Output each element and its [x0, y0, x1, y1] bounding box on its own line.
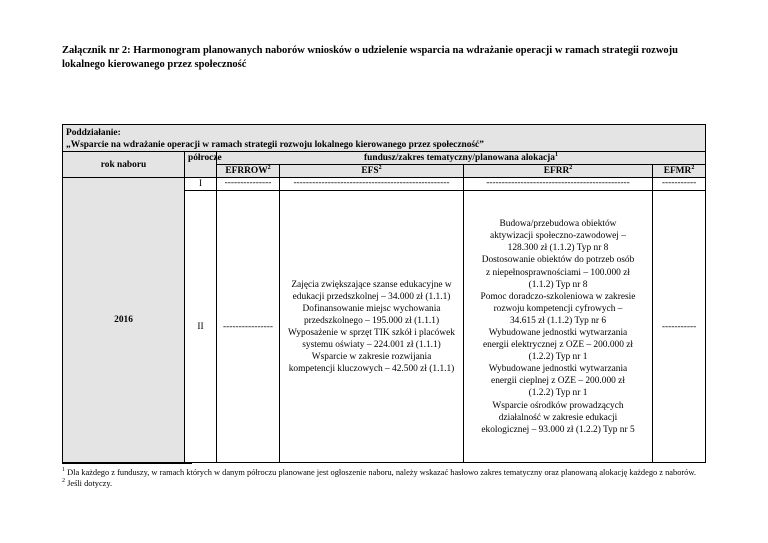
- efs-list: [283, 279, 460, 376]
- cell-line: z niepełnosprawnościami – 100.000 zł: [486, 267, 630, 278]
- cell-line: Pomoc doradczo-szkoleniowa w zakresie: [480, 291, 636, 302]
- cell-line: ekologicznej – 93.000 zł (1.2.2) Typ nr 5: [481, 424, 635, 435]
- document-title: Załącznik nr 2: Harmonogram planowanych naborów wniosków o udzielenie wsparcia na wdrażanie operacji w ramach strategii rozwoju lokalnego kierowanego przez społeczność: [62, 45, 678, 70]
- table-row: [63, 178, 706, 191]
- efrr-list: [467, 218, 649, 436]
- cell-line: aktywizacji społeczno-zawodowej –: [490, 231, 626, 242]
- efrr-cell: ----------------------------------------------: [464, 178, 653, 191]
- efmr-cell: -----------: [653, 191, 706, 463]
- cell-line: edukacji przedszkolnej – 34.000 zł (1.1.1): [292, 291, 451, 302]
- col-fundusz-footnote-ref: 1: [555, 152, 558, 159]
- cell-line: rozwoju kompetencji cyfrowych –: [493, 303, 623, 314]
- col-efrrow-footnote-ref: 2: [267, 165, 271, 172]
- footnote-1: [62, 467, 705, 478]
- cell-line: Wsparcie ośrodków prowadzących: [492, 400, 624, 411]
- footnotes: [62, 463, 705, 490]
- col-efrr-footnote-ref: 2: [569, 165, 573, 172]
- cell-line: Dofinansowanie miejsc wychowania: [302, 303, 441, 314]
- cell-line: (1.2.2) Typ nr 1: [528, 388, 588, 399]
- efrrow-cell: ----------------: [217, 191, 280, 463]
- col-efmr-footnote-ref: 2: [691, 165, 695, 172]
- cell-line: Wsparcie w zakresie rozwijania: [311, 352, 432, 363]
- cell-line: 128.300 zł (1.1.2) Typ nr 8: [507, 243, 609, 254]
- subaction-label: Poddziałanie:: [66, 128, 121, 138]
- half-cell: I: [185, 178, 217, 191]
- col-efmr-label: EFMR: [663, 166, 692, 177]
- schedule-table: [62, 124, 706, 463]
- footnote-1-text: Dla każdego z funduszy, w ramach których w danym półroczu planowane jest ogłoszenie naboru, należy wskazać hasłowo zakres tematyczny oraz planowaną alokację każdego z naborów.: [67, 468, 696, 477]
- half-cell: II: [185, 191, 217, 463]
- efrrow-cell: ---------------: [217, 178, 280, 191]
- cell-line: Wybudowane jednostki wytwarzania: [488, 327, 628, 338]
- col-fundusz-label: fundusz/zakres tematyczny/planowana alokacja: [364, 153, 555, 164]
- efs-cell: --------------------------------------------------: [280, 178, 464, 191]
- col-fundusz: [217, 152, 706, 165]
- cell-line: Wyposażenie w sprzęt TIK szkół i placówek: [288, 327, 455, 338]
- col-efs-footnote-ref: 2: [378, 165, 382, 172]
- table-header-row: [63, 125, 706, 152]
- cell-line: energii cieplnej z OZE – 200.000 zł: [491, 376, 625, 387]
- cell-line: 34.615 zł (1.1.2) Typ nr 6: [509, 315, 607, 326]
- col-efrrow-label: EFRROW: [225, 166, 268, 177]
- cell-line: energii elektrycznej z OZE – 200.000 zł: [482, 340, 634, 351]
- footnote-2-number: 2: [62, 478, 65, 485]
- column-header-row: [63, 152, 706, 165]
- col-polrocze: półrocze: [185, 152, 217, 178]
- cell-line: Budowa/przebudowa obiektów: [499, 219, 617, 230]
- col-efmr: [653, 165, 706, 178]
- col-efrr-label: EFRR: [543, 166, 570, 177]
- cell-line: systemu oświaty – 224.001 zł (1.1.1): [302, 340, 441, 351]
- efs-cell: [280, 191, 464, 463]
- cell-line: (1.2.2) Typ nr 1: [528, 352, 588, 363]
- footnote-1-number: 1: [62, 467, 65, 474]
- footnote-separator: [62, 463, 192, 464]
- footnote-2: [62, 478, 705, 489]
- cell-line: działalność w zakresie edukacji: [498, 412, 618, 423]
- cell-line: (1.1.2) Typ nr 8: [528, 279, 588, 290]
- col-efrrow: [217, 165, 280, 178]
- col-efs-label: EFS: [361, 166, 379, 177]
- cell-line: kompetencji kluczowych – 42.500 zł (1.1.1): [288, 364, 455, 375]
- year-cell: 2016: [63, 178, 185, 463]
- cell-line: Wybudowane jednostki wytwarzania: [488, 364, 628, 375]
- efmr-cell: -----------: [653, 178, 706, 191]
- cell-line: przedszkolnego – 195.000 zł (1.1.1): [303, 315, 440, 326]
- subaction-text: „Wsparcie na wdrażanie operacji w ramach strategii rozwoju lokalnego kierowanego przez społeczność”: [66, 140, 484, 151]
- col-rok-naboru: rok naboru: [63, 152, 185, 178]
- cell-line: Zajęcia zwiększające szanse edukacyjne w: [291, 279, 452, 290]
- efrr-cell: [464, 191, 653, 463]
- col-efs: [280, 165, 464, 178]
- subaction-header: [63, 125, 706, 152]
- footnote-2-text: Jeśli dotyczy.: [67, 479, 113, 489]
- cell-line: Dostosowanie obiektów do potrzeb osób: [481, 255, 635, 266]
- col-efrr: [464, 165, 653, 178]
